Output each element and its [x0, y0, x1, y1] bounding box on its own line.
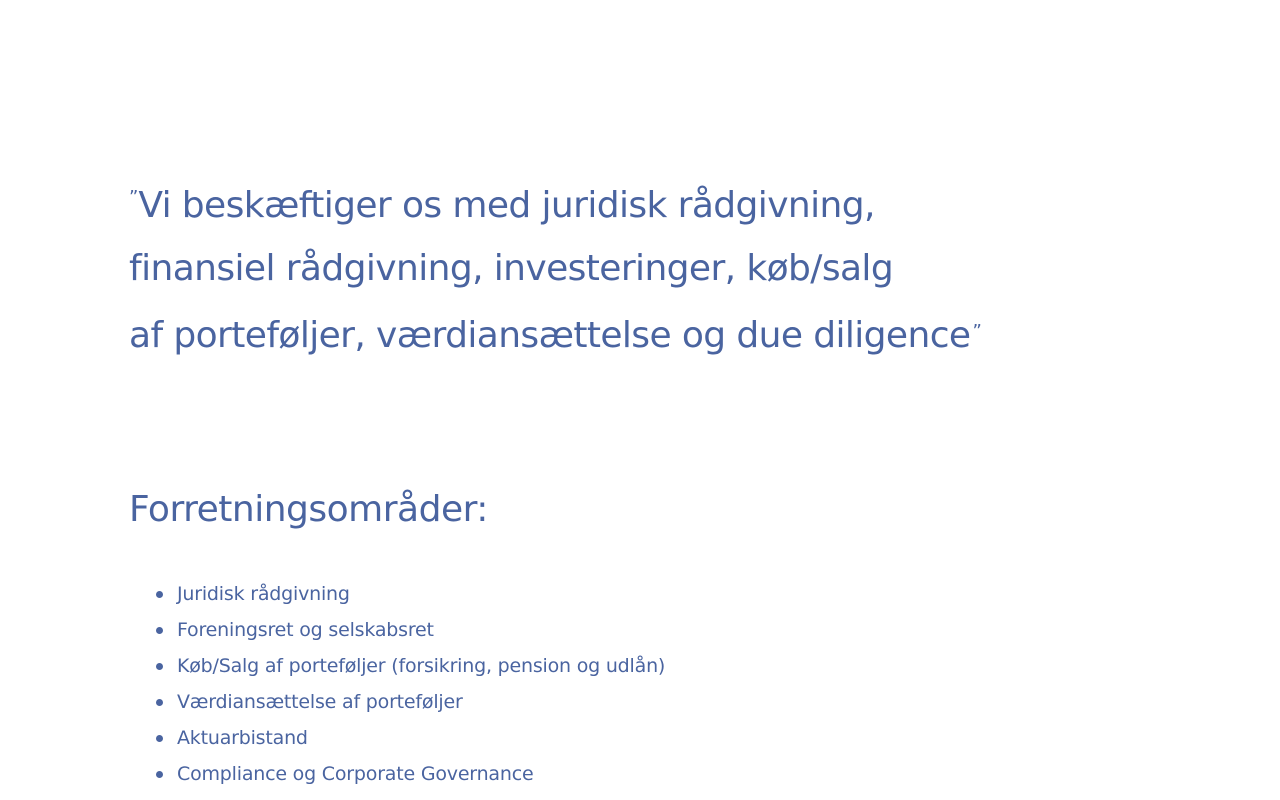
list-item: Juridisk rådgivning: [177, 576, 665, 612]
list-item: Køb/Salg af porteføljer (forsikring, pension og udlån): [177, 648, 665, 684]
list-item: Compliance og Corporate Governance: [177, 756, 665, 792]
company-quote: [129, 166, 982, 367]
quote-line-3-text: af porteføljer, værdiansættelse og due diligence: [129, 315, 971, 356]
list-item: Aktuarbistand: [177, 720, 665, 756]
business-areas-heading: Forretningsområder:: [129, 489, 488, 530]
list-item: Foreningsret og selskabsret: [177, 612, 665, 648]
quote-line-3: [129, 300, 982, 367]
quote-line-1-text: Vi beskæftiger os med juridisk rådgivning,: [138, 185, 875, 226]
business-areas-list: [129, 576, 665, 792]
quote-open-mark: ”: [129, 187, 139, 208]
quote-line-2: finansiel rådgivning, investeringer, køb/salg: [129, 248, 894, 289]
quote-close-mark: ”: [972, 321, 982, 342]
quote-line-1: [129, 166, 982, 237]
list-item: Værdiansættelse af porteføljer: [177, 684, 665, 720]
